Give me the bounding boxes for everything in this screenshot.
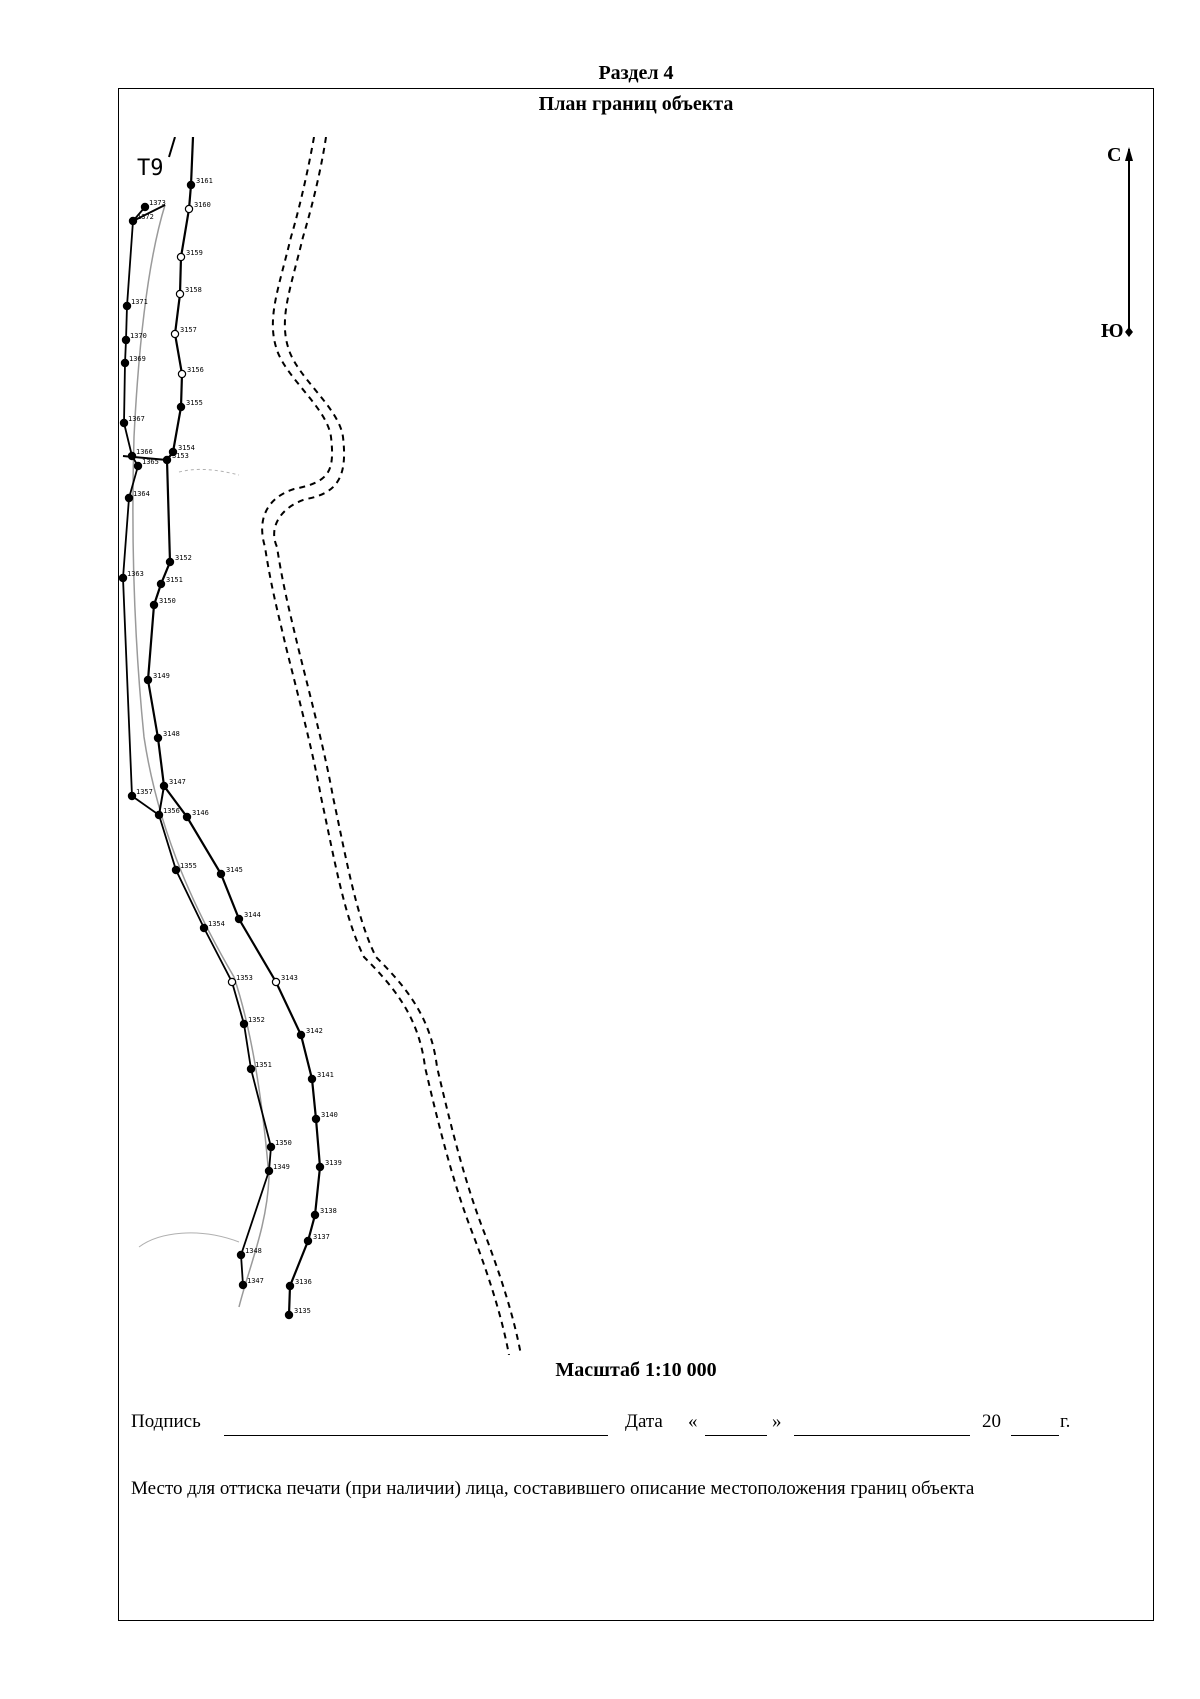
boundary-top-tick-2	[169, 137, 175, 157]
b-point-label: 1365	[142, 458, 159, 466]
a-point	[285, 1311, 292, 1318]
b-point-label: 1351	[255, 1061, 272, 1069]
scale-text: Масштаб 1:10 000	[555, 1359, 717, 1381]
compass	[1009, 137, 1149, 337]
a-point-label: 3138	[320, 1207, 337, 1215]
b-point-label: 1367	[128, 415, 145, 423]
b-point-label: 1355	[180, 862, 197, 870]
b-point	[120, 419, 127, 426]
year-prefix: 20	[982, 1411, 1001, 1432]
b-point-label: 1373	[149, 199, 166, 207]
b-point	[267, 1143, 274, 1150]
a-point	[177, 403, 184, 410]
a-point	[187, 181, 194, 188]
b-point-label: 1370	[130, 332, 147, 340]
a-point-label: 3144	[244, 911, 261, 919]
a-point	[177, 253, 184, 260]
year-suffix: г.	[1060, 1411, 1071, 1432]
boundary-top-tick	[191, 137, 193, 185]
b-point	[200, 924, 207, 931]
b-point-label: 1349	[273, 1163, 290, 1171]
b-point	[265, 1167, 272, 1174]
b-point-label: 1372	[137, 213, 154, 221]
year-line[interactable]	[1011, 1435, 1059, 1436]
b-point-label: 1347	[247, 1277, 264, 1285]
day-line[interactable]	[705, 1435, 767, 1436]
b-point-label: 1369	[129, 355, 146, 363]
a-point	[183, 813, 190, 820]
a-point	[163, 456, 170, 463]
a-point-label: 3158	[185, 286, 202, 294]
b-point-label: 1353	[236, 974, 253, 982]
a-point	[178, 370, 185, 377]
boundary-map	[119, 137, 1153, 1355]
b-point	[134, 462, 141, 469]
a-point	[308, 1075, 315, 1082]
b-point	[128, 452, 135, 459]
a-point-label: 3142	[306, 1027, 323, 1035]
b-point	[228, 978, 235, 985]
a-point-label: 3135	[294, 1307, 311, 1315]
a-point-label: 3146	[192, 809, 209, 817]
a-point	[166, 558, 173, 565]
a-point-label: 3152	[175, 554, 192, 562]
a-point-label: 3139	[325, 1159, 342, 1167]
b-point-label: 1356	[163, 807, 180, 815]
boundary-line-a	[148, 185, 320, 1315]
a-point-label: 3154	[178, 444, 195, 452]
north-label: С	[1107, 144, 1122, 166]
b-point-label: 1371	[131, 298, 148, 306]
b-point-label: 1352	[248, 1016, 265, 1024]
b-point-label: 1357	[136, 788, 153, 796]
sheet-label: Т9	[137, 156, 164, 181]
plan-frame	[118, 88, 1154, 1621]
b-point	[172, 866, 179, 873]
b-point	[125, 494, 132, 501]
a-point	[316, 1163, 323, 1170]
section-title: Раздел 4	[598, 62, 674, 84]
b-point	[129, 217, 136, 224]
a-point	[176, 290, 183, 297]
b-point-label: 1354	[208, 920, 225, 928]
parcel-line-grey-3	[179, 469, 239, 475]
a-point	[160, 782, 167, 789]
b-point	[123, 302, 130, 309]
a-point-label: 3160	[194, 201, 211, 209]
signature-label: Подпись	[131, 1411, 201, 1432]
b-point-label: 1348	[245, 1247, 262, 1255]
a-point-label: 3137	[313, 1233, 330, 1241]
a-point-label: 3141	[317, 1071, 334, 1079]
a-point	[185, 205, 192, 212]
b-point-label: 1363	[127, 570, 144, 578]
quote-open: «	[688, 1411, 698, 1432]
a-point-label: 3159	[186, 249, 203, 257]
b-point-label: 1364	[133, 490, 150, 498]
points-layer	[119, 177, 341, 1319]
a-point-label: 3136	[295, 1278, 312, 1286]
a-point	[171, 330, 178, 337]
b-point	[247, 1065, 254, 1072]
signature-row	[131, 1411, 1141, 1439]
a-point-label: 3140	[321, 1111, 338, 1119]
a-point	[312, 1115, 319, 1122]
a-point-label: 3153	[172, 452, 189, 460]
a-point	[304, 1237, 311, 1244]
a-point-label: 3157	[180, 326, 197, 334]
a-point	[297, 1031, 304, 1038]
a-point-label: 3145	[226, 866, 243, 874]
a-point-label: 3147	[169, 778, 186, 786]
a-point	[217, 870, 224, 877]
a-point	[272, 978, 279, 985]
a-point	[150, 601, 157, 608]
a-point	[286, 1282, 293, 1289]
b-point	[128, 792, 135, 799]
a-point-label: 3149	[153, 672, 170, 680]
b-point-label: 1366	[136, 448, 153, 456]
road-line-outer	[262, 137, 509, 1355]
b-point	[240, 1020, 247, 1027]
a-point-label: 3143	[281, 974, 298, 982]
a-point-label: 3155	[186, 399, 203, 407]
a-point	[157, 580, 164, 587]
b-point	[122, 336, 129, 343]
south-label: Ю	[1101, 320, 1124, 337]
signature-line[interactable]	[224, 1435, 608, 1436]
south-arrow-icon	[1125, 327, 1133, 337]
a-point-label: 3151	[166, 576, 183, 584]
b-point	[155, 811, 162, 818]
b-point	[239, 1281, 246, 1288]
b-point	[141, 203, 148, 210]
a-point	[154, 734, 161, 741]
quote-close: »	[772, 1411, 782, 1432]
a-point-label: 3150	[159, 597, 176, 605]
date-label: Дата	[625, 1411, 663, 1432]
plan-title: План границ объекта	[538, 93, 734, 115]
a-point-label: 3156	[187, 366, 204, 374]
month-line[interactable]	[794, 1435, 970, 1436]
parcel-line-grey-2	[139, 1233, 239, 1247]
b-point	[237, 1251, 244, 1258]
b-point-label: 1350	[275, 1139, 292, 1147]
a-point	[311, 1211, 318, 1218]
b-point	[121, 359, 128, 366]
a-point	[235, 915, 242, 922]
stamp-text: Место для оттиска печати (при наличии) лица, составившего описание местоположения границ объекта	[131, 1478, 975, 1499]
b-point	[119, 574, 126, 581]
a-point-label: 3161	[196, 177, 213, 185]
north-arrow-icon	[1125, 147, 1133, 161]
a-point-label: 3148	[163, 730, 180, 738]
a-point	[144, 676, 151, 683]
